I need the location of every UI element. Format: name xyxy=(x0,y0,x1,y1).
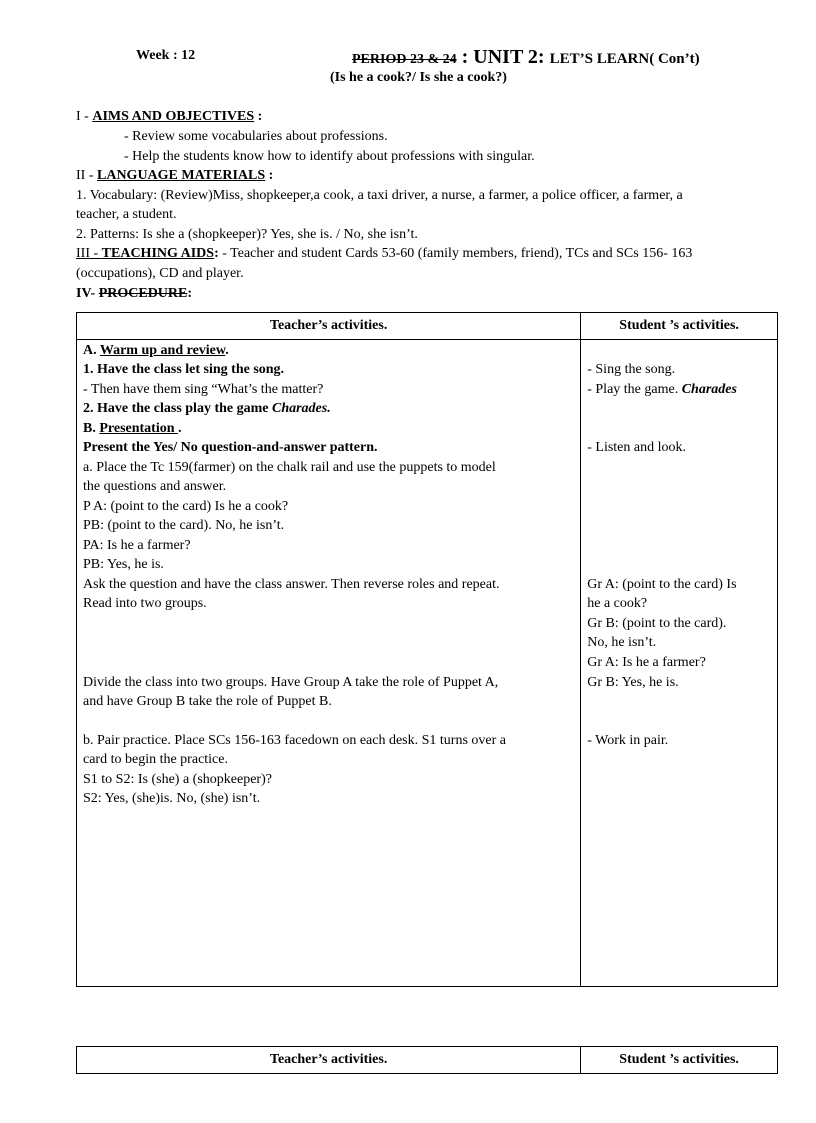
procedure-heading xyxy=(76,284,788,304)
language-title: LANGUAGE MATERIALS xyxy=(97,168,266,183)
warmup-title: Warm up and review xyxy=(99,343,226,358)
week-label: Week : 12 xyxy=(136,48,196,63)
dialogue-line: S1 to S2: Is (she) a (shopkeeper)? xyxy=(83,772,272,787)
warmup-heading xyxy=(83,341,229,361)
student-activity xyxy=(587,380,737,400)
aids-numeral: III - xyxy=(76,246,102,261)
activity-text: a. Place the Tc 159(farmer) on the chalk rail and use the puppets to model xyxy=(83,460,496,475)
teacher-column-header: Teacher’s activities. xyxy=(77,1047,581,1074)
step-2-game: Charades. xyxy=(271,401,331,416)
aims-item: - Review some vocabularies about professions. xyxy=(124,129,388,144)
dialogue-line: PA: Is he a farmer? xyxy=(83,538,191,553)
warmup-prefix: A. xyxy=(83,343,100,358)
teacher-column-header: Teacher’s activities. xyxy=(77,313,581,340)
activity-text: b. Pair practice. Place SCs 156-163 facedown on each desk. S1 turns over a xyxy=(83,733,506,748)
vocabulary-line: teacher, a student. xyxy=(76,207,177,222)
activities-table xyxy=(76,312,778,987)
unit-label: : UNIT 2: xyxy=(456,46,550,68)
pattern-heading: Present the Yes/ No question-and-answer pattern. xyxy=(83,440,378,455)
aids-text: (occupations), CD and player. xyxy=(76,266,244,281)
student-activity: - Work in pair. xyxy=(587,733,669,748)
language-numeral: II - xyxy=(76,168,97,183)
language-suffix: : xyxy=(265,168,274,183)
dialogue-line: PB: (point to the card). No, he isn’t. xyxy=(83,518,285,533)
activity-text: Read into two groups. xyxy=(83,596,207,611)
lesson-subtitle: (Is he a cook?/ Is she a cook?) xyxy=(330,70,507,85)
dialogue-line: PB: Yes, he is. xyxy=(83,557,164,572)
presentation-suffix: . xyxy=(178,421,182,436)
aims-item: - Help the students know how to identify about professions with singular. xyxy=(124,149,535,164)
student-column-header: Student ’s activities. xyxy=(581,1047,778,1074)
presentation-heading xyxy=(83,419,182,439)
activity-text: card to begin the practice. xyxy=(83,752,228,767)
procedure-title: PROCEDURE xyxy=(98,286,188,301)
aims-title: AIMS AND OBJECTIVES xyxy=(92,109,255,124)
presentation-title: Presentation xyxy=(99,421,179,436)
aims-suffix: : xyxy=(254,109,263,124)
student-dialogue: he a cook? xyxy=(587,596,648,611)
step-1-detail: - Then have them sing “What’s the matter? xyxy=(83,382,324,397)
activity-text: Divide the class into two groups. Have Group A take the role of Puppet A, xyxy=(83,675,499,690)
language-heading xyxy=(76,166,788,186)
vocabulary-line: 1. Vocabulary: (Review)Miss, shopkeeper,a cook, a taxi driver, a nurse, a farmer, a police officer, a farmer, a xyxy=(76,188,683,203)
student-dialogue: No, he isn’t. xyxy=(587,635,657,650)
student-activity-text: - Play the game. xyxy=(587,382,682,397)
aims-numeral: I - xyxy=(76,109,93,124)
dialogue-line: P A: (point to the card) Is he a cook? xyxy=(83,499,289,514)
activity-text: the questions and answer. xyxy=(83,479,227,494)
student-column-header: Student ’s activities. xyxy=(581,313,778,340)
student-dialogue: Gr A: Is he a farmer? xyxy=(587,655,706,670)
step-1: 1. Have the class let sing the song. xyxy=(83,362,285,377)
student-activities-cell xyxy=(581,340,778,987)
activity-text: and have Group B take the role of Puppet B. xyxy=(83,694,332,709)
student-dialogue: Gr B: Yes, he is. xyxy=(587,675,679,690)
procedure-numeral: IV- xyxy=(76,286,99,301)
warmup-suffix: . xyxy=(225,343,229,358)
student-dialogue: Gr A: (point to the card) Is xyxy=(587,577,737,592)
aids-text: - Teacher and student Cards 53-60 (family members, friend), TCs and SCs 156- 163 xyxy=(218,246,693,261)
step-2 xyxy=(83,399,331,419)
aids-title: TEACHING AIDS xyxy=(101,246,215,261)
presentation-prefix: B. xyxy=(83,421,100,436)
unit-title: LET’S LEARN( Con’t) xyxy=(549,51,700,67)
aids-heading xyxy=(76,244,788,264)
aims-heading xyxy=(76,107,788,127)
procedure-suffix: : xyxy=(187,286,193,301)
student-activity-game: Charades xyxy=(681,382,737,397)
activity-text: Ask the question and have the class answer. Then reverse roles and repeat. xyxy=(83,577,500,592)
aids-suffix: : xyxy=(214,246,219,261)
dialogue-line: S2: Yes, (she)is. No, (she) isn’t. xyxy=(83,791,261,806)
patterns-line: 2. Patterns: Is she a (shopkeeper)? Yes, she is. / No, she isn’t. xyxy=(76,227,418,242)
activities-table-continued xyxy=(76,1046,778,1074)
student-activity: - Sing the song. xyxy=(587,362,676,377)
student-activity: - Listen and look. xyxy=(587,440,686,455)
step-2-text: 2. Have the class play the game xyxy=(83,401,272,416)
student-dialogue: Gr B: (point to the card). xyxy=(587,616,727,631)
teacher-activities-cell xyxy=(77,340,581,987)
period-label: PERIOD 23 & 24 xyxy=(352,52,457,67)
lesson-header xyxy=(352,46,700,69)
